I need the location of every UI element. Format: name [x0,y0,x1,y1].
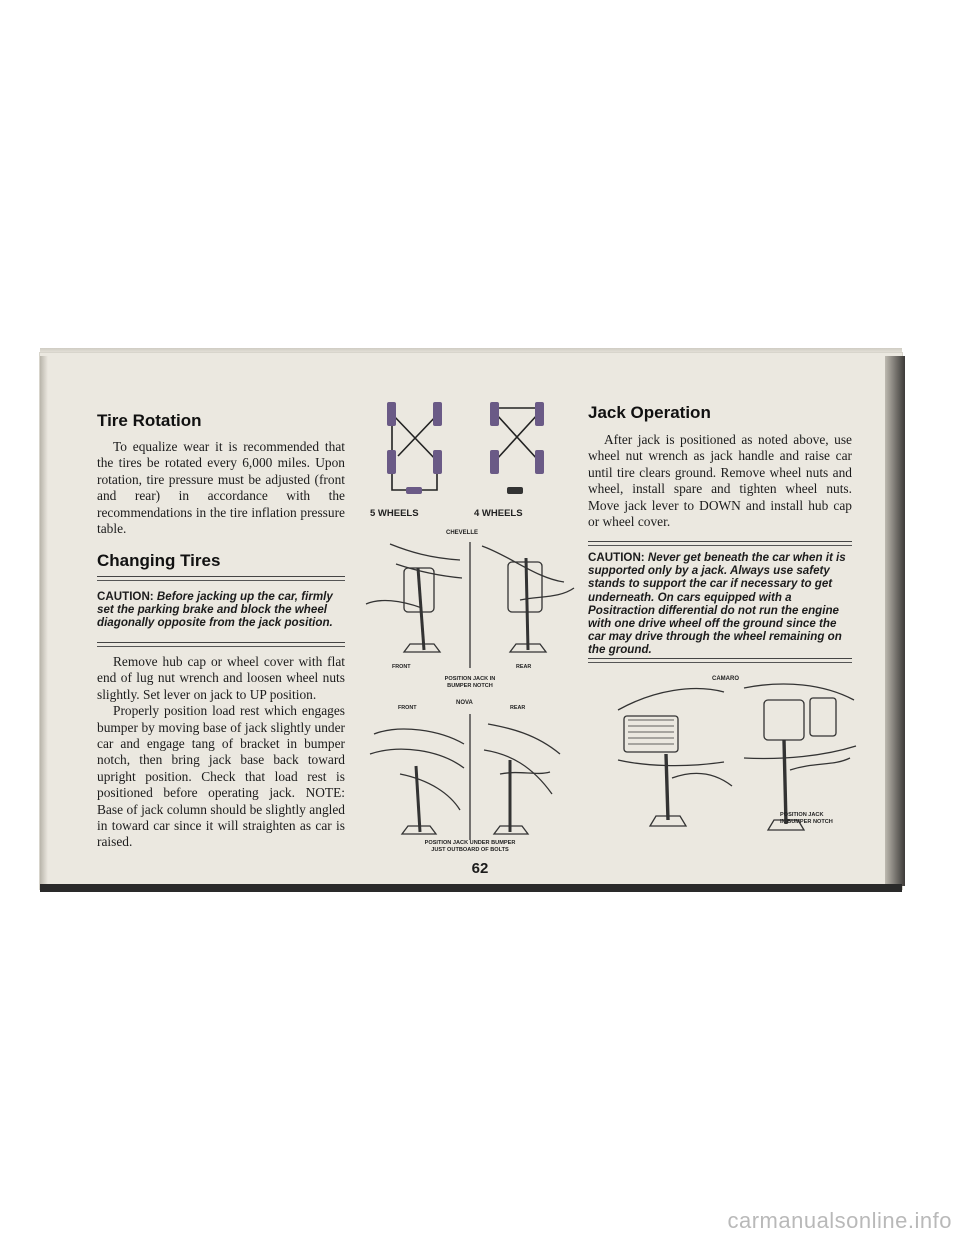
caution-label: CAUTION: [97,590,154,603]
five-wheel-pattern [392,406,438,490]
divider [588,545,852,546]
divider [97,642,345,643]
divider [588,541,852,542]
chevelle-label: CHEVELLE [446,530,479,536]
four-wheels-label: 4 WHEELS [474,508,523,519]
divider [97,580,345,581]
changing-tires-paragraph-2: Properly position load rest which engages bumper by moving base of jack slightly under car and engage tang of bracket in bumper notch, then bring jack base back toward upright position. Check that load rest is positioned before operating jack. NOTE: Base of jack column should be slightly angled in toward car since it will straighten as car is raised. [97,703,345,850]
page-left-shadow [40,356,48,886]
chevelle-front-label: FRONT [392,664,411,670]
jack-operation-paragraph: After jack is positioned as noted above, use wheel nut wrench as jack handle and raise car until tire clears ground. Remove wheel nuts and wheel, install spare and tighten wheel nuts. Move jack lever to DOWN and install hub cap or wheel cover. [588,432,852,530]
right-caution [588,551,851,657]
camaro-caption: POSITION JACK IN BUMPER NOTCH [780,812,833,825]
five-wheels-label: 5 WHEELS [370,508,419,519]
left-column [97,411,345,571]
nova-front-label: FRONT [398,705,417,711]
divider [97,576,345,577]
watermark: carmanualsonline.info [727,1208,952,1233]
changing-tires-body [97,654,345,851]
camaro-label: CAMARO [712,676,739,682]
tire-rotation-paragraph: To equalize wear it is recommended that the tires be rotated every 6,000 miles. Upon rotation, tire pressure must be adjusted (front and rear) in accordance with the recommendations in the tire inflation pressure table. [97,439,345,537]
divider [588,658,852,659]
nova-label: NOVA [456,700,473,706]
caution-label: CAUTION: [588,551,645,564]
changing-tires-heading: Changing Tires [97,551,221,571]
chevelle-jack-illustration [360,538,580,668]
tire-icon [387,402,442,494]
tire-rotation-diagram [352,394,592,524]
jack-operation-heading: Jack Operation [588,403,711,422]
nova-jack-illustration [360,714,580,842]
book-spine-shadow [885,356,905,886]
chevelle-caption: POSITION JACK IN BUMPER NOTCH [444,676,496,689]
caution-text: Never get beneath the car when it is supported only by a jack. Always use safety stands to support the car if necessary to get underneath. On cars equipped with a Positraction differential do not run the engine with one drive wheel off the ground since the car may drive through the wheel remaining on the ground. [588,551,846,657]
nova-rear-label: REAR [510,705,526,711]
right-column [588,403,852,530]
nova-caption: POSITION JACK UNDER BUMPER JUST OUTBOARD OF BOLTS [424,840,516,853]
divider [588,662,852,663]
left-caution [97,590,343,630]
tire-icon [490,402,544,494]
caution-text: Before jacking up the car, firmly set the parking brake and block the wheel diagonally opposite from the jack position. [97,590,333,630]
four-wheel-pattern [494,408,540,460]
chevelle-rear-label: REAR [516,664,532,670]
page-number: 62 [471,860,489,877]
page-bottom-edge [40,884,902,892]
tire-rotation-heading: Tire Rotation [97,411,202,430]
changing-tires-paragraph-1: Remove hub cap or wheel cover with flat end of lug nut wrench and loosen wheel nuts slightly. Set lever on jack to UP position. [97,654,345,702]
divider [97,646,345,647]
